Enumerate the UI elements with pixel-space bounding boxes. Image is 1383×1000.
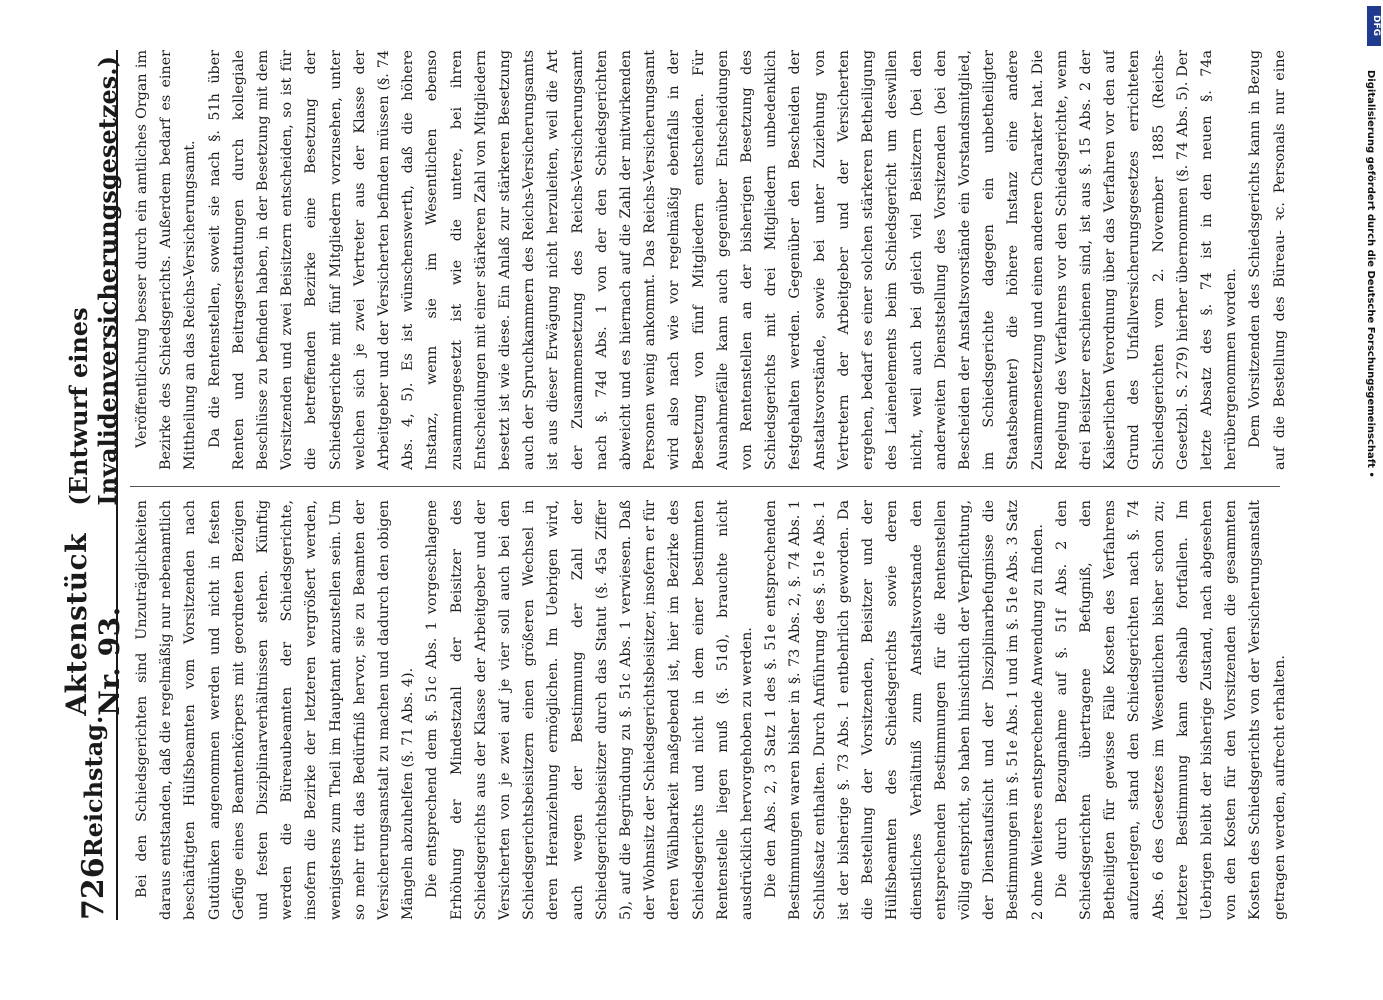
left-column	[130, 500, 1290, 920]
paragraph: Die den Abs. 2, 3 Satz 1 des §. 51e entsprechenden Bestimmungen waren bisher in §. 73 Abs. 2, §. 74 Abs. 1 Schlußsatz enthalten. Durch Anführung des §. 51e Abs. 1 ist der bisherige §. 73 Abs. 1 entbehrlich geworden. Da die Bestellung der Vorsitzenden, Beisitzer und der Hülfsbeamten des Schiedsgerichts sowie deren dienstliches Verhältniß zum Anstaltsvorstande den entsprechenden Bestimmungen für die Rentenstellen völlig entspricht, so haben hinsichtlich der Verpflichtung, der Dienstaufsicht und der Disziplinarbefugnisse die Bestimmungen im §. 51e Abs. 1 und im §. 51e Abs. 3 Satz 2 ohne Weiteres entsprechende Anwendung zu finden.	[763, 500, 1046, 920]
paragraph: Die durch Bezugnahme auf §. 51f Abs. 2 den Schiedsgerichten übertragene Befugniß, den Betheiligten für gewisse Fälle Kosten des Verfahrens aufzuerlegen, stand den Schiedsgerichten nach §. 74 Abs. 6 des Gesetzes im Wesentlichen bisher schon zu; letztere Bestimmung kann deshalb fortfallen. Im Uebrigen bleibt der bisherige Zustand, nach abgesehen von den Kosten für den Vorsitzenden die gesammten Kosten des Schiedsgerichts von der Versicherungsanstalt getragen werden, aufrecht erhalten.	[1053, 500, 1288, 920]
dfg-logo-icon: DFG	[1367, 6, 1381, 46]
header-right: (Entwurf eines Invalidenversicherungsgesetzes.)	[64, 56, 122, 506]
paragraph: Die entsprechend dem §. 51c Abs. 1 vorgeschlagene Erhöhung der Mindestzahl der Beisitzer des Schiedsgerichts aus der Klasse der Arbeitgeber und der Versicherten von je zwei auf je vier soll auch bei den Schiedsgerichtsbeisitzern einen größeren Wechsel in deren Heranziehung ermöglichen. Im Uebrigen wird, auch wegen der Bestimmung der Zahl der Schiedsgerichtsbeisitzer durch das Statut (§. 45a Ziffer 5), auf die Begründung zu §. 51c Abs. 1 verwiesen. Daß der Wohnsitz der Schiedsgerichtsbeisitzer, insofern er für deren Wählbarkeit maßgebend ist, hier im Bezirke des Schiedsgerichts und nicht in dem einer bestimmten Rentenstelle liegen muß (§. 51d), brauchte nicht ausdrücklich hervorgehoben zu werden.	[424, 500, 756, 920]
scanned-page	[30, 0, 1330, 1000]
header-left: Reichstag.	[78, 715, 108, 858]
paragraph: Dem Vorsitzenden des Schiedsgerichts kann in Bezug auf die Bestellung des Büreau- ꝛc. Personals nur eine	[1247, 50, 1288, 470]
text-columns	[130, 50, 1290, 920]
page-number: 726	[75, 857, 111, 920]
header-center: Aktenstück Nr. 93.	[60, 532, 126, 716]
paragraph: Veröffentlichung besser durch ein amtliches Organ im Bezirke des Schiedsgerichts. Außerdem bedarf es einer Mittheilung an das Reichs-Versicherungsamt.	[134, 50, 199, 470]
paragraph: Da die Rentenstellen, soweit sie nach §. 51h über Renten und Beitragserstattungen durch kollegiale Beschlüsse zu befinden haben, in der Besetzung mit dem Vorsitzenden und zwei Beisitzern entscheiden, so ist für die betreffenden Bezirke eine Besetzung der Schiedsgerichte mit fünf Mitgliedern vorzusehen, unter welchen sich je zwei Vertreter aus der Klasse der Arbeitgeber und der Versicherten befinden müssen (§. 74 Abs. 4, 5). Es ist wünschenswerth, daß die höhere Instanz, wenn sie im Wesentlichen ebenso zusammengesetzt ist wie die untere, bei ihren Entscheidungen mit einer stärkeren Zahl von Mitgliedern besetzt ist wie diese. Ein Anlaß zur stärkeren Besetzung auch der Spruchkammern des Reichs-Versicherungsamts ist aus dieser Erwägung nicht herzuleiten, weil die Art der Zusammensetzung des Reichs-Versicherungsamt nach §. 74d Abs. 1 von der den Schiedsgerichten abweicht und es hiernach auf die Zahl der mitwirkenden Personen wenig ankommt. Das Reichs-Versicherungsamt wird also nach wie vor regelmäßig ebenfalls in der Besetzung von fünf Mitgliedern entscheiden. Für Ausnahmefälle kann auch gegenüber Entscheidungen von Rentenstellen an der bisherigen Besetzung des Schiedsgerichts mit drei Mitgliedern unbedenklich festgehalten werden. Gegenüber den Bescheiden der Anstaltsvorstände, sowie bei unter Zuziehung von Vertretern der Arbeitgeber und der Versicherten ergehen, bedarf es einer solchen stärkeren Betheiligung des Laienelements beim Schiedsgericht um deswillen nicht, weil auch bei gleich viel Beisitzern (bei den anderweiten Dienststellung des Vorsitzenden (bei den Bescheiden der Anstaltsvorstände ein Vorstandsmitglied, im Schiedsgerichte dagegen ein unbetheiligter Staatsbeamter) die höhere Instanz eine andere Zusammensetzung und einen anderen Charakter hat. Die Regelung des Verfahrens vor den Schiedsgerichte, wenn drei Beisitzer erschienen sind, ist aus §. 15 Abs. 2 der Kaiserlichen Verordnung über das Verfahren vor den auf Grund des Unfallversicherungsgesetzes errichteten Schiedsgerichten vom 2. November 1885 (Reichs-Gesetzbl. S. 279) hierher übernommen (§. 74 Abs. 5). Der letzte Absatz des §. 74 ist in den neuen §. 74a herübergenommen worden.	[206, 50, 1240, 470]
right-column	[130, 50, 1290, 470]
digitization-note	[1365, 10, 1379, 990]
paragraph: Bei den Schiedsgerichten sind Unzuträglichkeiten daraus entstanden, daß die regelmäßig nur nebenamtlich beschäftigten Hülfsbeamten vom Vorsitzenden nach Gutdünken angenommen werden und nicht in festen Gefüge eines Beamtenkörpers mit geordneten Bezügen und festen Disziplinarverhältnissen stehen. Künftig werden die Büreaubeamten der Schiedsgerichte, insofern die Bezirke der letzteren vergrößert werden, wenigstens zum Theil im Hauptamt anzustellen sein. Um so mehr tritt das Bedürfniß hervor, sie zu Beamten der Versicherungsanstalt zu machen und dadurch den obigen Mängeln abzuhelfen (§. 71 Abs. 4).	[134, 500, 417, 920]
page-header	[60, 50, 126, 920]
digitization-note-text: Digitalisierung gefördert durch die Deutsche Forschungsgemeinschaft •	[1365, 70, 1376, 478]
